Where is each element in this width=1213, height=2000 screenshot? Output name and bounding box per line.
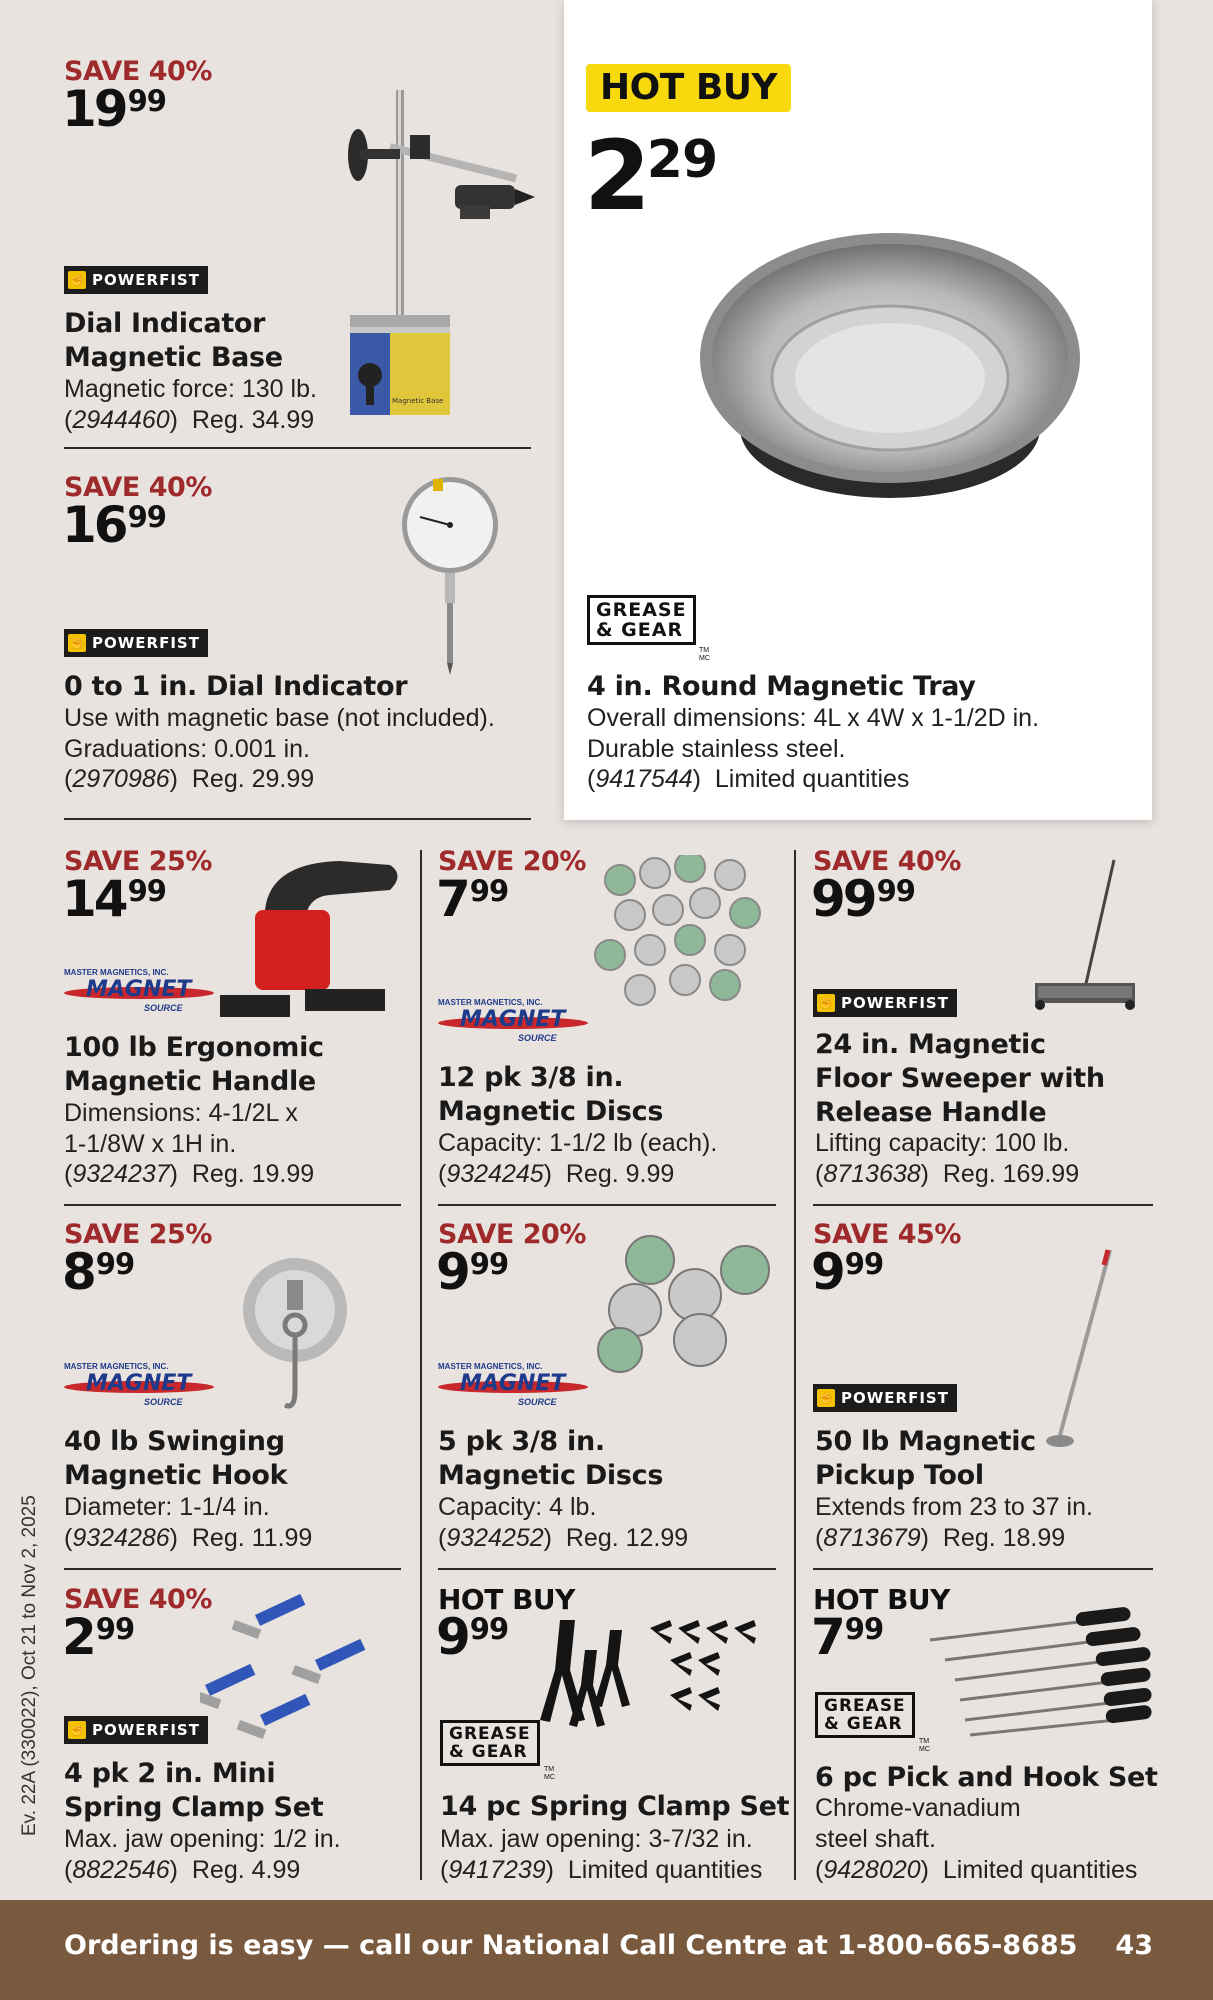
- price: 799: [811, 1608, 884, 1666]
- price: 899: [62, 1243, 135, 1301]
- pickup-tool-image: [1020, 1245, 1140, 1455]
- powerfist-logo: ✊ POWERFIST: [64, 629, 208, 657]
- price: 299: [62, 1608, 135, 1666]
- product-title: 4 in. Round Magnetic Tray: [587, 671, 976, 702]
- divider: [438, 1568, 776, 1570]
- price: 999: [436, 1243, 509, 1301]
- divider: [64, 447, 531, 449]
- divider: [64, 818, 531, 820]
- save-label: SAVE 25%: [64, 1219, 212, 1250]
- powerfist-logo: ✊ POWERFIST: [813, 989, 957, 1017]
- product-desc: Overall dimensions: 4L x 4W x 1-1/2D in. Durable stainless steel.: [587, 704, 1040, 763]
- magnet-source-logo: MASTER MAGNETICS, INC. MAGNET SOURCE: [64, 968, 219, 1018]
- price: 9999: [811, 870, 915, 928]
- call-centre-text: Ordering is easy — call our National Call Centre at 1-800-665-8685: [64, 1930, 1078, 1961]
- divider: [64, 1204, 401, 1206]
- magnet-source-logo: MASTER MAGNETICS, INC. MAGNET SOURCE: [438, 1362, 593, 1412]
- divider: [813, 1204, 1153, 1206]
- magnetic-hook-image: [240, 1250, 350, 1420]
- product-title: 12 pk 3/8 in. Magnetic Discs: [438, 1062, 664, 1127]
- discs-12pk-image: [590, 855, 780, 1020]
- divider: [438, 1204, 776, 1206]
- grease-gear-logo: GREASE & GEAR TM MC: [815, 1692, 915, 1738]
- fist-icon: ✊: [68, 634, 86, 652]
- event-code-note: Ev. 22A (330022), Oct 21 to Nov 2, 2025: [19, 1495, 40, 1836]
- product-title: 40 lb Swinging Magnetic Hook: [64, 1426, 288, 1491]
- sku-line: (9324252) Reg. 12.99: [438, 1524, 689, 1552]
- sku-line: (9324245) Reg. 9.99: [438, 1160, 675, 1188]
- hot-buy-badge: HOT BUY: [586, 64, 791, 112]
- save-label: SAVE 45%: [813, 1219, 961, 1250]
- magnet-source-logo: MASTER MAGNETICS, INC. MAGNET SOURCE: [438, 998, 593, 1048]
- hot-buy-label: HOT BUY: [438, 1583, 575, 1616]
- sku-line: (2944460) Reg. 34.99: [64, 406, 315, 434]
- product-desc: Capacity: 4 lb.: [438, 1493, 597, 1521]
- product-desc: Lifting capacity: 100 lb.: [815, 1129, 1070, 1157]
- save-label: SAVE 40%: [64, 472, 212, 503]
- divider: [813, 1568, 1153, 1570]
- price: 999: [811, 1243, 884, 1301]
- price: 229: [584, 120, 718, 232]
- product-desc: Diameter: 1-1/4 in.: [64, 1493, 270, 1521]
- product-desc: Use with magnetic base (not included). Graduations: 0.001 in.: [64, 704, 495, 763]
- save-label: SAVE 25%: [64, 846, 212, 877]
- product-title: 5 pk 3/8 in. Magnetic Discs: [438, 1426, 664, 1491]
- price: 1699: [62, 496, 166, 554]
- product-title: 50 lb Magnetic Pickup Tool: [815, 1426, 1036, 1491]
- base-label: Magnetic Base: [392, 397, 444, 405]
- fist-icon: ✊: [68, 1721, 86, 1739]
- magnetic-handle-image: [210, 855, 410, 1025]
- product-desc: Extends from 23 to 37 in.: [815, 1493, 1093, 1521]
- sku-line: (9324237) Reg. 19.99: [64, 1160, 315, 1188]
- product-desc: Capacity: 1-1/2 lb (each).: [438, 1129, 718, 1157]
- grease-gear-logo: GREASE & GEAR TM MC: [440, 1720, 540, 1766]
- sku-line: (9417239) Limited quantities: [440, 1856, 763, 1884]
- sku-line: (2970986) Reg. 29.99: [64, 765, 315, 793]
- powerfist-logo: ✊ POWERFIST: [64, 266, 208, 294]
- sku-line: (9417544) Limited quantities: [587, 765, 910, 793]
- product-desc: Dimensions: 4-1/2L x 1-1/8W x 1H in.: [64, 1099, 298, 1158]
- column-separator: [794, 850, 796, 1880]
- save-label: SAVE 20%: [438, 846, 586, 877]
- save-label: SAVE 20%: [438, 1219, 586, 1250]
- spring-clamp-set-image: [540, 1610, 780, 1740]
- price: 799: [436, 870, 509, 928]
- sku-line: (9428020) Limited quantities: [815, 1856, 1138, 1884]
- discs-5pk-image: [590, 1225, 770, 1375]
- powerfist-logo: ✊ POWERFIST: [813, 1384, 957, 1412]
- hot-buy-label: HOT BUY: [813, 1583, 950, 1616]
- powerfist-logo: ✊ POWERFIST: [64, 1716, 208, 1744]
- product-desc: Max. jaw opening: 1/2 in.: [64, 1825, 341, 1853]
- page-number: 43: [1115, 1930, 1153, 1961]
- divider: [64, 1568, 401, 1570]
- product-desc: Chrome-vanadium steel shaft.: [815, 1794, 1021, 1853]
- product-desc: Max. jaw opening: 3-7/32 in.: [440, 1825, 753, 1853]
- footer-bar: [0, 1900, 1213, 2000]
- product-title: 100 lb Ergonomic Magnetic Handle: [64, 1032, 324, 1097]
- product-title: 0 to 1 in. Dial Indicator: [64, 671, 408, 702]
- sku-line: (8713638) Reg. 169.99: [815, 1160, 1080, 1188]
- fist-icon: ✊: [817, 994, 835, 1012]
- price: 1999: [62, 80, 166, 138]
- dial-indicator-image: [395, 475, 505, 685]
- tray-image: [696, 228, 1084, 518]
- mini-clamp-image: [200, 1590, 410, 1740]
- save-label: SAVE 40%: [64, 1584, 212, 1615]
- magnet-source-logo: MASTER MAGNETICS, INC. MAGNET SOURCE: [64, 1362, 219, 1412]
- save-label: SAVE 40%: [813, 846, 961, 877]
- sku-line: (8713679) Reg. 18.99: [815, 1524, 1066, 1552]
- product-title: 4 pk 2 in. Mini Spring Clamp Set: [64, 1758, 324, 1823]
- save-label: SAVE 40%: [64, 56, 212, 87]
- sku-line: (9324286) Reg. 11.99: [64, 1524, 313, 1552]
- fist-icon: ✊: [68, 271, 86, 289]
- product-desc: Magnetic force: 130 lb.: [64, 375, 317, 403]
- product-title: 6 pc Pick and Hook Set: [815, 1762, 1158, 1793]
- grease-gear-logo: GREASE & GEAR TM MC: [587, 595, 696, 645]
- column-separator: [420, 850, 422, 1880]
- pick-hook-set-image: [925, 1605, 1155, 1740]
- floor-sweeper-image: [1030, 858, 1140, 1023]
- product-title: Dial Indicator Magnetic Base: [64, 308, 283, 373]
- price: 999: [436, 1608, 509, 1666]
- product-title: 14 pc Spring Clamp Set: [440, 1791, 790, 1822]
- sku-line: (8822546) Reg. 4.99: [64, 1856, 301, 1884]
- dial-base-image: [330, 85, 540, 415]
- fist-icon: ✊: [817, 1389, 835, 1407]
- product-title: 24 in. Magnetic Floor Sweeper with Release Handle: [815, 1029, 1105, 1128]
- price: 1499: [62, 870, 166, 928]
